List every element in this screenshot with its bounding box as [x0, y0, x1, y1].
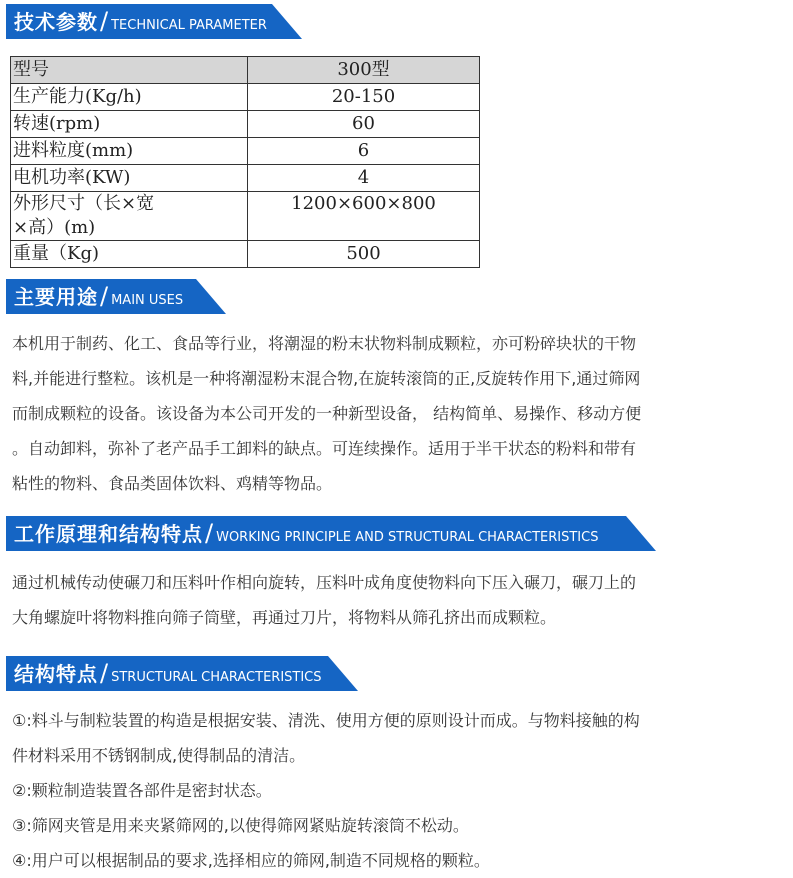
banner-title: 工作原理和结构特点/ WORKING PRINCIPLE AND STRUCTURAL CHARACTERISTICS: [14, 519, 599, 547]
table-cell-value: 1200×600×800: [248, 192, 480, 241]
list-item: 件材料采用不锈钢制成,使得制品的清洁。: [12, 746, 306, 765]
list-item: ④:用户可以根据制品的要求,选择相应的筛网,制造不同规格的颗粒。: [12, 851, 490, 870]
section-banner-structure: [6, 656, 358, 691]
section-banner-tech: [6, 4, 302, 39]
label-line: ×高）(m): [13, 217, 96, 238]
banner-title-cn: 工作原理和结构特点: [14, 522, 203, 546]
section-banner-uses: [6, 279, 226, 314]
table-cell-label: 电机功率(KW): [11, 165, 248, 192]
banner-title: 主要用途/ MAIN USES: [14, 282, 184, 310]
table-cell-value: 60: [248, 111, 480, 138]
table-cell-value: 500: [248, 241, 480, 268]
banner-title-en: MAIN USES: [111, 293, 184, 308]
section-banner-principle: [6, 516, 656, 551]
text-line: 通过机械传动使碾刀和压料叶作相向旋转，压料叶成角度使物料向下压入碾刀，碾刀上的: [12, 573, 637, 592]
table-header-row: [11, 57, 480, 84]
label-line: 外形尺寸（长×宽: [13, 193, 155, 214]
list-item: ③:筛网夹管是用来夹紧筛网的,以使得筛网紧贴旋转滚筒不松动。: [12, 816, 469, 835]
banner-title-cn: 技术参数: [14, 10, 98, 34]
table-cell-label: [11, 192, 248, 241]
banner-title-cn: 主要用途: [14, 285, 98, 309]
uses-paragraph: [12, 326, 772, 501]
table-cell-label: 型号: [11, 57, 248, 84]
principle-paragraph: [12, 565, 772, 635]
banner-title: 技术参数/ TECHNICAL PARAMETER: [14, 7, 267, 35]
text-line: 而制成颗粒的设备。该设备为本公司开发的一种新型设备， 结构简单、易操作、移动方便: [12, 404, 642, 423]
table-row: [11, 165, 480, 192]
table-row: [11, 84, 480, 111]
table-cell-value: 4: [248, 165, 480, 192]
text-line: 大角螺旋叶将物料推向筛子筒壁，再通过刀片，将物料从筛孔挤出而成颗粒。: [12, 608, 557, 627]
text-line: 。自动卸料，弥补了老产品手工卸料的缺点。可连续操作。适用于半干状态的粉料和带有: [12, 439, 637, 458]
table-cell-value: 20-150: [248, 84, 480, 111]
table-row: [11, 111, 480, 138]
table-cell-label: 进料粒度(mm): [11, 138, 248, 165]
table-cell-value: 6: [248, 138, 480, 165]
table-row: [11, 241, 480, 268]
table-row: [11, 138, 480, 165]
table-cell-label: 转速(rpm): [11, 111, 248, 138]
banner-title-en: STRUCTURAL CHARACTERISTICS: [111, 670, 322, 685]
text-line: 料,并能进行整粒。该机是一种将潮湿粉末混合物,在旋转滚筒的正,反旋转作用下,通过筛网: [12, 369, 641, 388]
table-cell-label: 重量（Kg): [11, 241, 248, 268]
list-item: ①:料斗与制粒装置的构造是根据安装、清洗、使用方便的原则设计而成。与物料接触的构: [12, 711, 640, 730]
banner-title-cn: 结构特点: [14, 662, 98, 686]
banner-title-en: TECHNICAL PARAMETER: [111, 18, 267, 33]
text-line: 粘性的物料、食品类固体饮料、鸡精等物品。: [12, 474, 333, 493]
list-item: ②:颗粒制造装置各部件是密封状态。: [12, 781, 272, 800]
table-row: [11, 192, 480, 241]
spec-table: [10, 56, 480, 268]
text-line: 本机用于制药、化工、食品等行业，将潮湿的粉末状物料制成颗粒，亦可粉碎块状的干物: [12, 334, 637, 353]
banner-title: 结构特点/ STRUCTURAL CHARACTERISTICS: [14, 659, 322, 687]
table-cell-value: 300型: [248, 57, 480, 84]
table-cell-label: 生产能力(Kg/h): [11, 84, 248, 111]
banner-title-en: WORKING PRINCIPLE AND STRUCTURAL CHARACTERISTICS: [216, 530, 599, 545]
structure-list: [12, 703, 772, 878]
